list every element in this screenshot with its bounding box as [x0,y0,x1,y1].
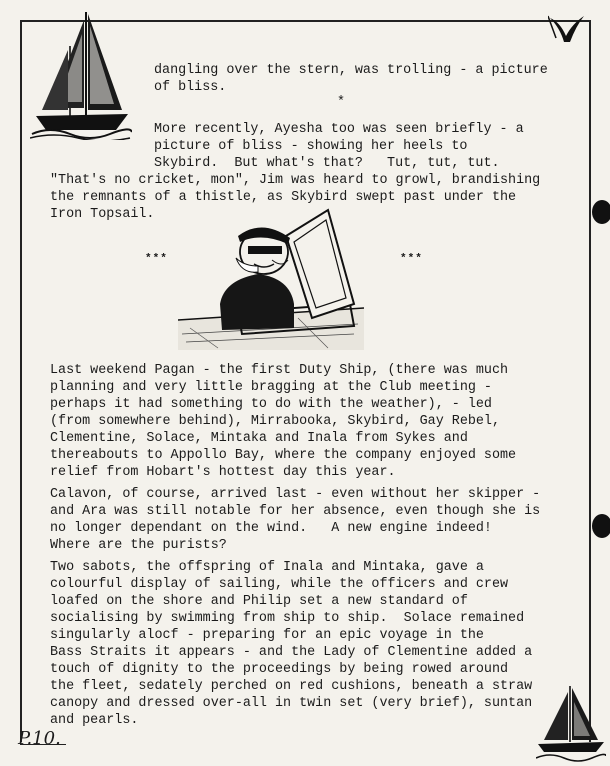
paragraph-calavon [50,486,540,554]
text-line: and pearls. [50,713,139,728]
text-line: the remnants of a thistle, as Skybird swept past under the [50,190,517,205]
text-line: Bass Straits it appears - and the Lady of Clementine added a [50,645,533,660]
paragraph-ayesha-indented [154,121,524,172]
text-line: colourful display of sailing, while the officers and crew [50,577,509,592]
paragraph-sabots [50,559,532,729]
text-line: the fleet, sedately perched on red cushions, beneath a straw [50,679,533,694]
text-line: Clementine, Solace, Mintaka and Inala from Sykes and [50,431,468,446]
text-line: "That's no cricket, mon", Jim was heard to growl, brandishing [50,173,541,188]
page-number-underline [20,744,66,745]
text-line: dangling over the stern, was trolling - a picture [154,63,548,78]
text-line: thereabouts to Appollo Bay, where the company enjoyed some [50,448,517,463]
text-line: of bliss. [154,80,227,95]
punch-hole-top [592,200,610,224]
seagull-icon [548,12,588,46]
text-line: picture of bliss - showing her heels to [154,139,468,154]
text-line: Skybird. But what's that? Tut, tut, tut. [154,156,500,171]
sailboat-illustration-bottom [536,682,606,762]
text-line: (from somewhere behind), Mirrabooka, Skybird, Gay Rebel, [50,414,500,429]
text-line: relief from Hobart's hottest day this year. [50,465,396,480]
stars-left: *** [145,253,168,265]
stars-right: *** [400,253,423,265]
text-line: canopy and dressed over-all in twin set (very brief), suntan [50,696,533,711]
text-line: Two sabots, the offspring of Inala and Mintaka, gave a [50,560,484,575]
paragraph-pagan [50,362,516,481]
separator-star: * [337,95,346,110]
text-line: Where are the purists? [50,538,227,553]
paragraph-trolling [154,62,548,96]
text-line: More recently, Ayesha too was seen briefly - a [154,122,524,137]
text-line: Calavon, of course, arrived last - even without her skipper - [50,487,541,502]
punch-hole-bottom [592,514,610,538]
cartoon-illustration [178,208,364,350]
page-border-right [589,20,591,742]
text-line: loafed on the shore and Philip set a new standard of [50,594,468,609]
page-number: P.10. [18,728,61,749]
text-line: socialising by swimming from ship to ship. Solace remained [50,611,525,626]
text-line: Iron Topsail. [50,207,155,222]
text-line: no longer dependant on the wind. A new engine indeed! [50,521,492,536]
sailboat-illustration [30,6,132,140]
text-line: planning and very little bragging at the Club meeting - [50,380,492,395]
text-line: and Ara was still notable for her absence, even though she is [50,504,541,519]
text-line: Last weekend Pagan - the first Duty Ship, (there was much [50,363,509,378]
text-line: singularly alocf - preparing for an epic voyage in the [50,628,484,643]
text-line: perhaps it had something to do with the weather), - led [50,397,492,412]
text-line: touch of dignity to the proceedings by being rowed around [50,662,509,677]
page-border-left [20,20,22,742]
